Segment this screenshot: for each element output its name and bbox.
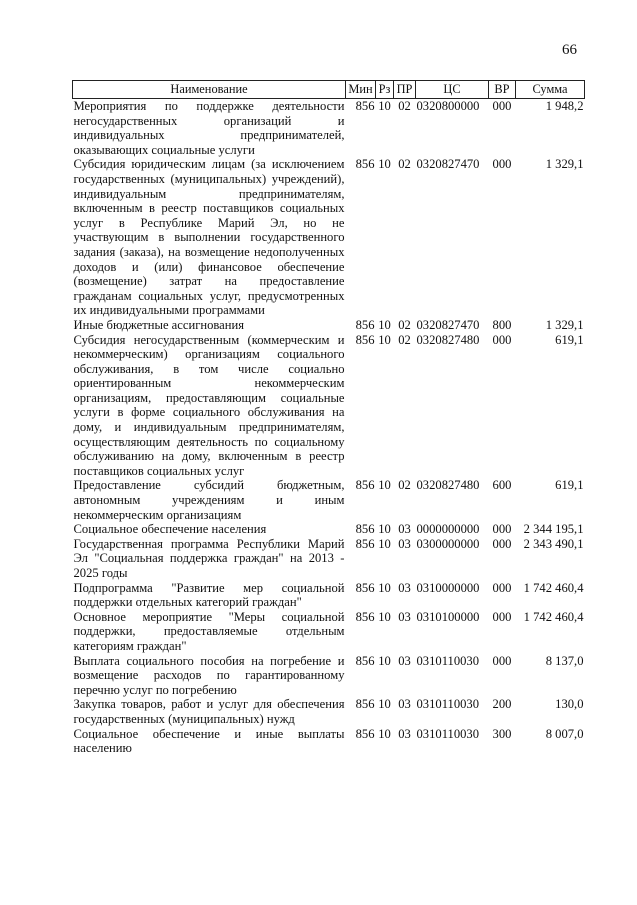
row-min: 856 — [355, 317, 375, 332]
row-vr: 000 — [492, 99, 512, 113]
row-rz: 10 — [378, 697, 391, 712]
table-row — [73, 333, 585, 479]
row-min: 856 — [355, 536, 375, 551]
budget-table — [72, 80, 585, 756]
table-row — [73, 157, 585, 318]
row-name: Государственная программа Республики Марий Эл "Социальная поддержка граждан" на 2013 - 2025 годы — [73, 536, 345, 580]
row-pr: 02 — [398, 478, 411, 493]
table-row — [73, 99, 585, 158]
row-pr: 03 — [398, 536, 411, 551]
row-pr: 03 — [398, 726, 411, 741]
row-vr: 000 — [492, 653, 512, 668]
row-vr: 200 — [492, 697, 512, 712]
row-name: Субсидия юридическим лицам (за исключением государственных (муниципальных) учреждений), индивидуальным предпринимателям, включенным в реестр поставщиков социальных услуг в Республике Марий Эл, но не участвующим в выполнении государственного задания (заказа), на возмещение недополученных доходов и (или) финансовое обеспечение (возмещение) затрат на предоставление гражданам социальных услуг, предусмотренных их индивидуальными программами — [73, 157, 345, 318]
row-min: 856 — [355, 580, 375, 595]
row-rz: 10 — [378, 317, 391, 332]
row-sum: 8 007,0 — [545, 726, 584, 741]
table-row — [73, 727, 585, 756]
row-name: Социальное обеспечение и иные выплаты населению — [73, 726, 345, 756]
row-sum: 2 344 195,1 — [523, 522, 584, 537]
row-pr: 02 — [398, 99, 411, 113]
page-number: 66 — [562, 42, 577, 58]
row-vr: 000 — [492, 580, 512, 595]
table-row — [73, 478, 585, 522]
row-name: Мероприятия по поддержке деятельности негосударственных организаций и индивидуальных предпринимателей, оказывающих социальные услуги — [73, 99, 345, 157]
row-cs: 0320827480 — [416, 332, 480, 347]
row-pr: 02 — [398, 157, 411, 172]
row-vr: 300 — [492, 726, 512, 741]
row-vr: 000 — [492, 522, 512, 537]
row-pr: 03 — [398, 653, 411, 668]
row-cs: 0310100000 — [416, 609, 480, 624]
header-vr: ВР — [489, 81, 516, 99]
header-cs: ЦС — [416, 81, 489, 99]
header-name: Наименование — [73, 81, 346, 99]
row-min: 856 — [355, 157, 375, 172]
table-row — [73, 654, 585, 698]
row-vr: 800 — [492, 317, 512, 332]
row-cs: 0320827470 — [416, 317, 480, 332]
row-cs: 0320800000 — [416, 99, 480, 113]
row-cs: 0300000000 — [416, 536, 480, 551]
header-pr: ПР — [394, 81, 416, 99]
row-min: 856 — [355, 609, 375, 624]
row-pr: 03 — [398, 580, 411, 595]
row-name: Социальное обеспечение населения — [73, 522, 267, 537]
row-sum: 1 742 460,4 — [523, 609, 584, 624]
row-sum: 619,1 — [555, 478, 584, 493]
row-min: 856 — [355, 99, 375, 113]
row-cs: 0310110030 — [416, 653, 480, 668]
row-name: Закупка товаров, работ и услуг для обеспечения государственных (муниципальных) нужд — [73, 697, 345, 726]
row-cs: 0310000000 — [416, 580, 480, 595]
row-min: 856 — [355, 522, 375, 537]
row-name: Предоставление субсидий бюджетным, автономным учреждениям и иным некоммерческим организациям — [73, 478, 345, 522]
row-name: Выплата социального пособия на погребение и возмещение расходов по гарантированному перечню услуг по погребению — [73, 653, 345, 697]
row-pr: 03 — [398, 522, 411, 537]
row-sum: 1 329,1 — [545, 157, 584, 172]
row-sum: 1 948,2 — [545, 99, 584, 113]
header-sum: Сумма — [516, 81, 585, 99]
row-rz: 10 — [378, 726, 391, 741]
row-vr: 000 — [492, 536, 512, 551]
row-cs: 0310110030 — [416, 726, 480, 741]
row-vr: 000 — [492, 332, 512, 347]
row-sum: 2 343 490,1 — [523, 536, 584, 551]
row-sum: 8 137,0 — [545, 653, 584, 668]
table-row — [73, 581, 585, 610]
row-sum: 130,0 — [555, 697, 584, 712]
table-row — [73, 610, 585, 654]
row-rz: 10 — [378, 332, 391, 347]
row-min: 856 — [355, 653, 375, 668]
row-min: 856 — [355, 726, 375, 741]
row-sum: 1 329,1 — [545, 317, 584, 332]
row-rz: 10 — [378, 157, 391, 172]
row-min: 856 — [355, 478, 375, 493]
row-rz: 10 — [378, 478, 391, 493]
row-vr: 000 — [492, 609, 512, 624]
header-rz: Рз — [376, 81, 394, 99]
row-pr: 03 — [398, 697, 411, 712]
row-rz: 10 — [378, 536, 391, 551]
row-min: 856 — [355, 697, 375, 712]
row-name: Иные бюджетные ассигнования — [73, 317, 245, 332]
row-rz: 10 — [378, 653, 391, 668]
table-row — [73, 318, 585, 333]
row-vr: 600 — [492, 478, 512, 493]
table-row — [73, 537, 585, 581]
row-rz: 10 — [378, 99, 391, 113]
table-header — [73, 81, 585, 99]
row-pr: 03 — [398, 609, 411, 624]
row-name: Основное мероприятие "Меры социальной поддержки, предоставляемые отдельным категориям граждан" — [73, 609, 345, 653]
row-rz: 10 — [378, 522, 391, 537]
row-sum: 619,1 — [555, 332, 584, 347]
table-body — [73, 99, 585, 756]
row-rz: 10 — [378, 580, 391, 595]
row-vr: 000 — [492, 157, 512, 172]
row-cs: 0000000000 — [416, 522, 480, 537]
table-row — [73, 697, 585, 726]
row-min: 856 — [355, 332, 375, 347]
row-name: Подпрограмма "Развитие мер социальной поддержки отдельных категорий граждан" — [73, 580, 345, 610]
table-row — [73, 522, 585, 537]
row-cs: 0320827470 — [416, 157, 480, 172]
header-min: Мин — [346, 81, 376, 99]
row-cs: 0310110030 — [416, 697, 480, 712]
row-sum: 1 742 460,4 — [523, 580, 584, 595]
row-rz: 10 — [378, 609, 391, 624]
row-name: Субсидия негосударственным (коммерческим и некоммерческим) организациям социального обслуживания, в том числе социально ориентированным некоммерческим организациям, предоставляющим социальные услуги в форме социального обслуживания на дому, и индивидуальным предпринимателям, осуществляющим деятельность по социальному обслуживанию на дому, включенным в реестр поставщиков социальных услуг — [73, 332, 345, 478]
row-pr: 02 — [398, 317, 411, 332]
row-cs: 0320827480 — [416, 478, 480, 493]
row-pr: 02 — [398, 332, 411, 347]
